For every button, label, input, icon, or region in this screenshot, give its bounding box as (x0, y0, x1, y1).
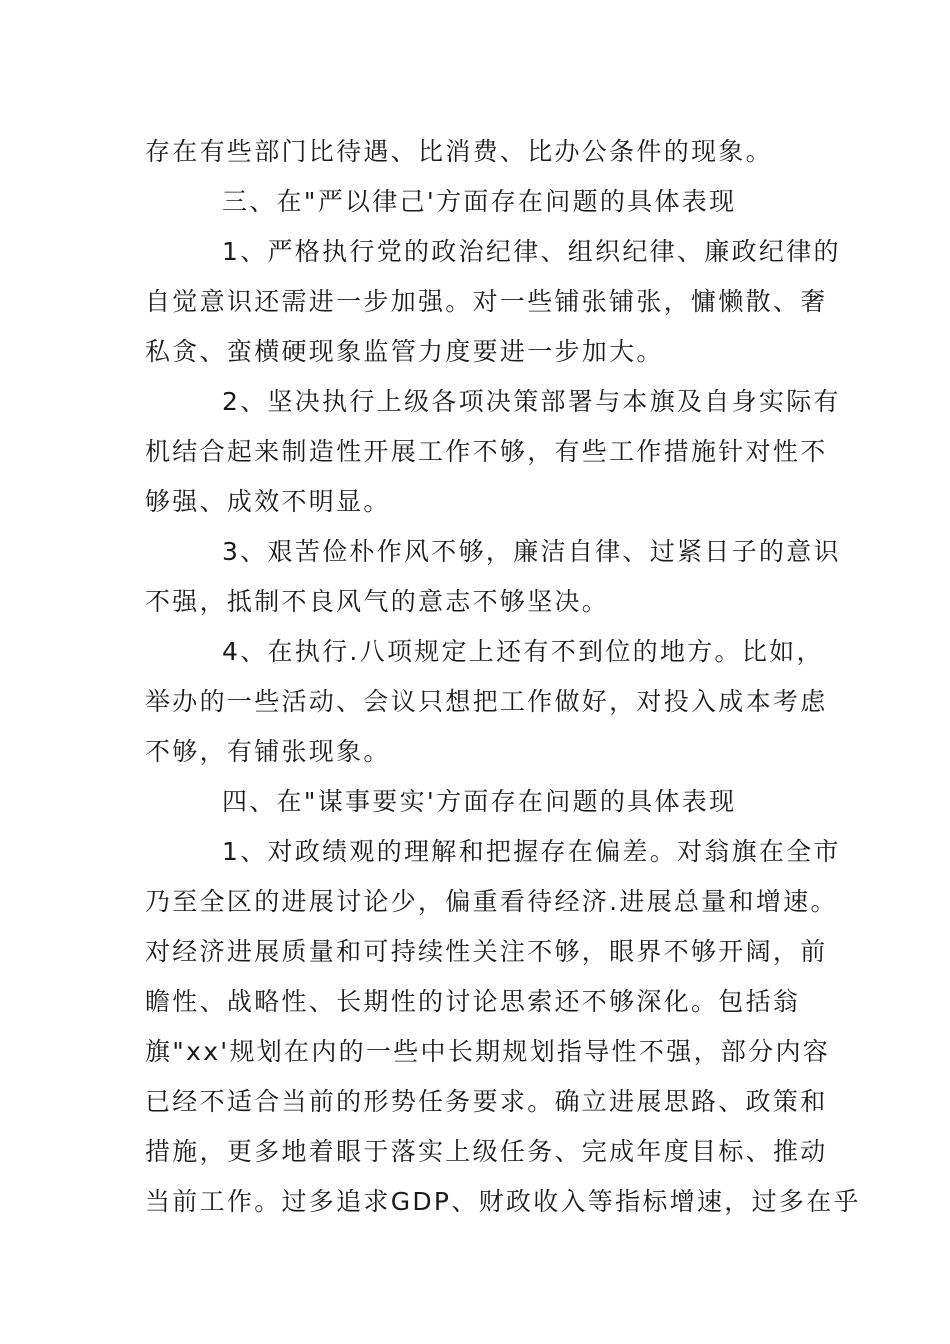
text-line: 举办的一些活动、会议只想把工作做好，对投入成本考虑 (145, 687, 828, 716)
text-line: 1、严格执行党的政治纪律、组织纪律、廉政纪律的 (222, 237, 841, 266)
section-heading: 三、在"严以律己'方面存在问题的具体表现 (222, 187, 737, 216)
text-line: 不强，抵制不良风气的意志不够坚决。 (145, 587, 610, 616)
text-line: 够强、成效不明显。 (145, 487, 391, 516)
text-line: 私贪、蛮横硬现象监管力度要进一步加大。 (145, 337, 664, 366)
text-line: 4、在执行.八项规定上还有不到位的地方。比如， (222, 637, 824, 666)
text-line: 已经不适合当前的形势任务要求。确立进展思路、政策和 (145, 1087, 828, 1116)
text-line: 2、坚决执行上级各项决策部署与本旗及自身实际有 (222, 387, 841, 416)
section-heading: 四、在"谋事要实'方面存在问题的具体表现 (222, 787, 737, 816)
text-line: 不够，有铺张现象。 (145, 737, 391, 766)
text-line: 乃至全区的进展讨论少，偏重看待经济.进展总量和增速。 (145, 887, 838, 916)
text-line: 旗"xx'规划在内的一些中长期规划指导性不强，部分内容 (145, 1037, 831, 1066)
text-line: 机结合起来制造性开展工作不够，有些工作措施针对性不 (145, 437, 828, 466)
text-line: 1、对政绩观的理解和把握存在偏差。对翁旗在全市 (222, 837, 841, 866)
text-line: 措施，更多地着眼于落实上级任务、完成年度目标、推动 (145, 1137, 828, 1166)
text-line: 当前工作。过多追求GDP、财政收入等指标增速，过多在乎 (145, 1187, 861, 1216)
text-line: 瞻性、战略性、长期性的讨论思索还不够深化。包括翁 (145, 987, 801, 1016)
text-line: 3、艰苦俭朴作风不够，廉洁自律、过紧日子的意识 (222, 537, 841, 566)
text-line: 存在有些部门比待遇、比消费、比办公条件的现象。 (145, 137, 773, 166)
text-line: 自觉意识还需进一步加强。对一些铺张铺张，慵懒散、奢 (145, 287, 828, 316)
text-line: 对经济进展质量和可持续性关注不够，眼界不够开阔，前 (145, 937, 828, 966)
